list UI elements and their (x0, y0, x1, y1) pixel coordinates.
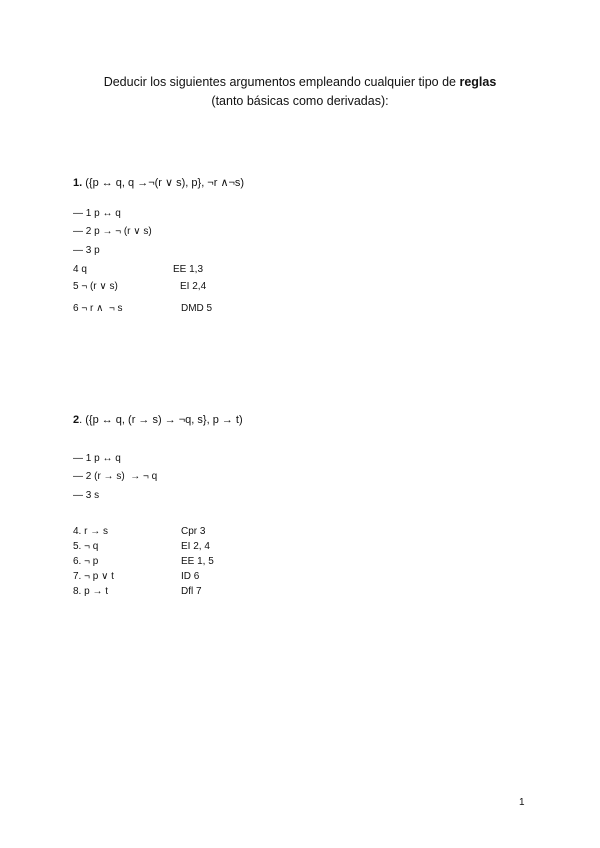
problem2-rule-4: Cpr 3 (181, 526, 206, 537)
problem1-rule-5: EI 2,4 (180, 281, 207, 292)
problem1-step-2: — 2 p → ¬ (r ∨ s) (73, 226, 152, 237)
problem2-step-3: — 3 s (73, 490, 100, 501)
problem2-step-7: 7. ¬ p ∨ t (73, 571, 114, 582)
page-number: 1 (519, 797, 525, 808)
problem2-step-5: 5. ¬ q (73, 541, 99, 552)
title-text: Deducir los siguientes argumentos empleando cualquier tipo de (103, 75, 460, 89)
problem1-step-4: 4 q (73, 264, 87, 275)
problem2-step-6: 6. ¬ p (73, 556, 99, 567)
problem2-step-4: 4. r → s (73, 526, 109, 537)
problem2-rule-7: ID 6 (181, 571, 200, 582)
problem1-step-3: — 3 p (73, 245, 100, 256)
problem2-rule-6: EE 1, 5 (181, 556, 214, 567)
problem2-step-1: — 1 p ↔ q (73, 453, 121, 464)
problem1-rule-4: EE 1,3 (173, 264, 204, 275)
problem2-statement: . ({p ↔ q, (r → s) → ¬q, s}, p → t) (79, 414, 243, 426)
problem2-number: 2 (73, 414, 80, 426)
problem1-step-5: 5 ¬ (r ∨ s) (73, 281, 118, 292)
problem1-number: 1. (73, 177, 83, 189)
problem2-step-2: — 2 (r → s) → ¬ q (73, 471, 158, 482)
problem2-rule-5: EI 2, 4 (181, 541, 210, 552)
page-title-line2: (tanto básicas como derivadas): (211, 94, 389, 108)
page-title-line1 (0, 73, 600, 91)
problem1-step-1: — 1 p ↔ q (73, 208, 121, 219)
problem1-step-6: 6 ¬ r ∧ ¬ s (73, 303, 123, 314)
problem2-rule-8: Dfl 7 (181, 586, 202, 597)
problem1-heading (73, 176, 244, 189)
title-bold-word: reglas (459, 75, 497, 89)
problem2-step-8: 8. p → t (73, 586, 109, 597)
problem1-rule-6: DMD 5 (181, 303, 213, 314)
problem1-statement: ({p ↔ q, q →¬(r ∨ s), p}, ¬r ∧¬s) (82, 177, 245, 189)
problem2-heading (73, 414, 243, 426)
